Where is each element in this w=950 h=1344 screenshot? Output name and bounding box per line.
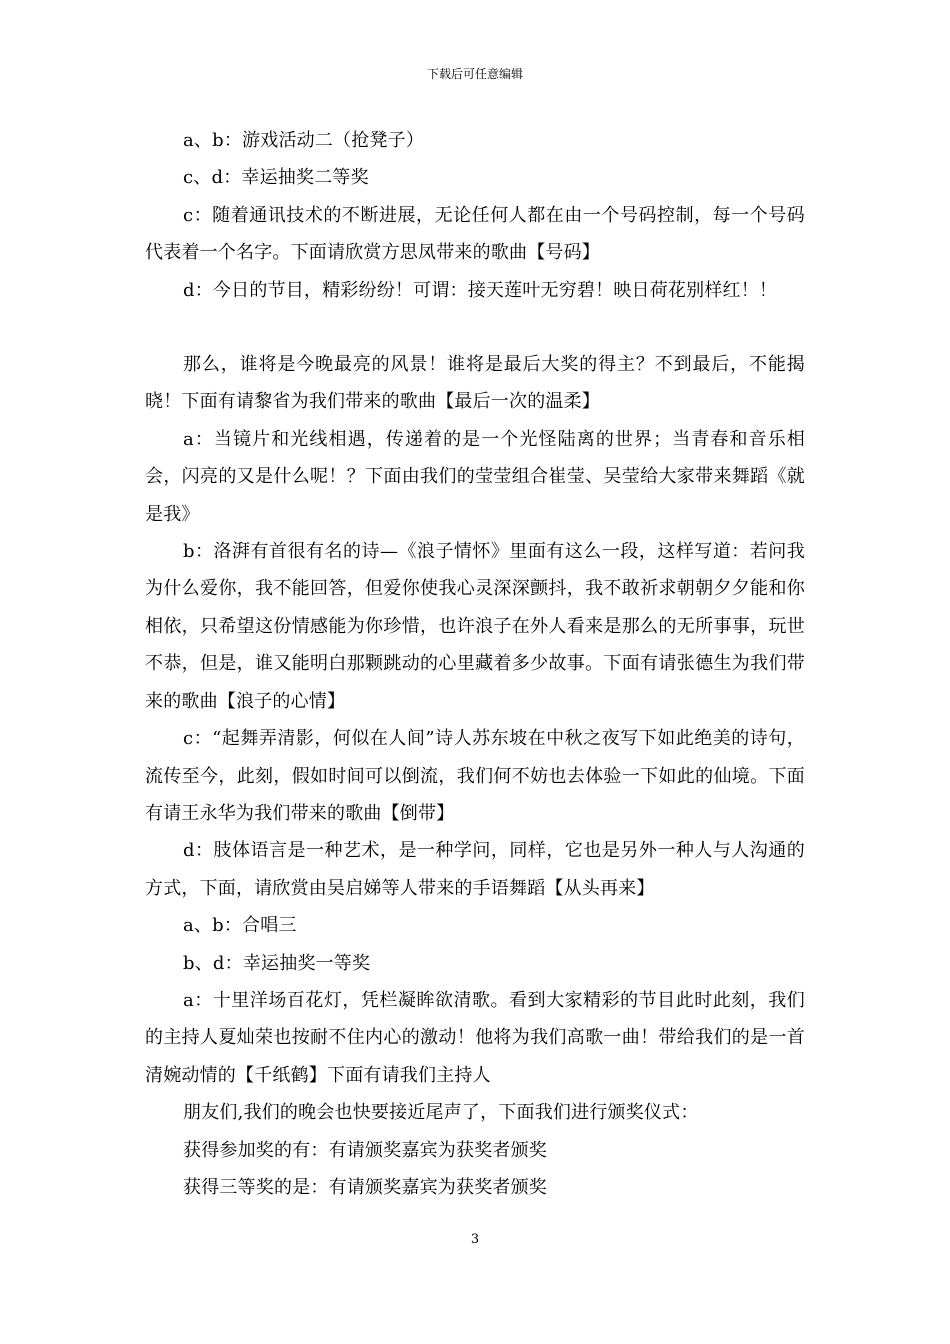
page-header: 下载后可任意编辑 (426, 67, 523, 81)
blank-line (145, 309, 805, 346)
paragraph: a：当镜片和光线相遇，传递着的是一个光怪陆离的世界；当青春和音乐相会，闪亮的又是什么呢！？下面由我们的莹莹组合崔莹、吴莹给大家带来舞蹈《就是我》 (145, 428, 805, 525)
paragraph: c、d：幸运抽奖二等奖 (183, 167, 369, 189)
paragraph: a：十里洋场百花灯，凭栏凝眸欲清歌。看到大家精彩的节目此时此刻，我们的主持人夏灿荣也按耐不住内心的激动！他将为我们高歌一曲！带给我们的是一首清婉动情的【千纸鹤】下面有请我们主持人 (145, 989, 805, 1086)
paragraph: 那么，谁将是今晚最亮的风景！谁将是最后大奖的得主？不到最后，不能揭晓！下面有请黎省为我们带来的歌曲【最后一次的温柔】 (145, 354, 805, 413)
paragraph: c：随着通讯技术的不断进展，无论任何人都在由一个号码控制，每一个号码代表着一个名字。下面请欣赏方思凤带来的歌曲【号码】 (145, 204, 805, 264)
paragraph: a、b：合唱三 (183, 915, 297, 937)
document-body (145, 122, 805, 1206)
paragraph: a、b：游戏活动二（抢凳子） (183, 130, 425, 151)
paragraph: d：今日的节目，精彩纷纷！可谓：接天莲叶无穷碧！映日荷花别样红！！ (183, 279, 778, 301)
paragraph: 朋友们,我们的晚会也快要接近尾声了，下面我们进行颁奖仪式： (183, 1102, 699, 1124)
paragraph: c：“起舞弄清影，何似在人间”诗人苏东坡在中秋之夜写下如此绝美的诗句，流传至今，此刻，假如时间可以倒流，我们何不妨也去体验一下如此的仙境。下面有请王永华为我们带来的歌曲【倒带】 (145, 728, 805, 824)
page-number: 3 (470, 1232, 480, 1247)
paragraph: b、d：幸运抽奖一等奖 (183, 952, 371, 974)
paragraph: b：洛湃有首很有名的诗—《浪子情怀》里面有这么一段，这样写道：若问我为什么爱你，我不能回答，但爱你使我心灵深深颤抖，我不敢祈求朝朝夕夕能和你相依，只希望这份情感能为你珍惜，也许浪子在外人看来是那么的无所事事，玩世不恭，但是，谁又能明白那颗跳动的心里藏着多少故事。下面有请张德生为我们带来的歌曲【浪子的心情】 (145, 541, 805, 712)
paragraph: d：肢体语言是一种艺术，是一种学问，同样，它也是另外一种人与人沟通的方式，下面，请欣赏由吴启娣等人带来的手语舞蹈【从头再来】 (145, 840, 805, 899)
paragraph: 获得参加奖的有：有请颁奖嘉宾为获奖者颁奖 (183, 1139, 547, 1161)
paragraph: 获得三等奖的是：有请颁奖嘉宾为获奖者颁奖 (183, 1176, 547, 1198)
